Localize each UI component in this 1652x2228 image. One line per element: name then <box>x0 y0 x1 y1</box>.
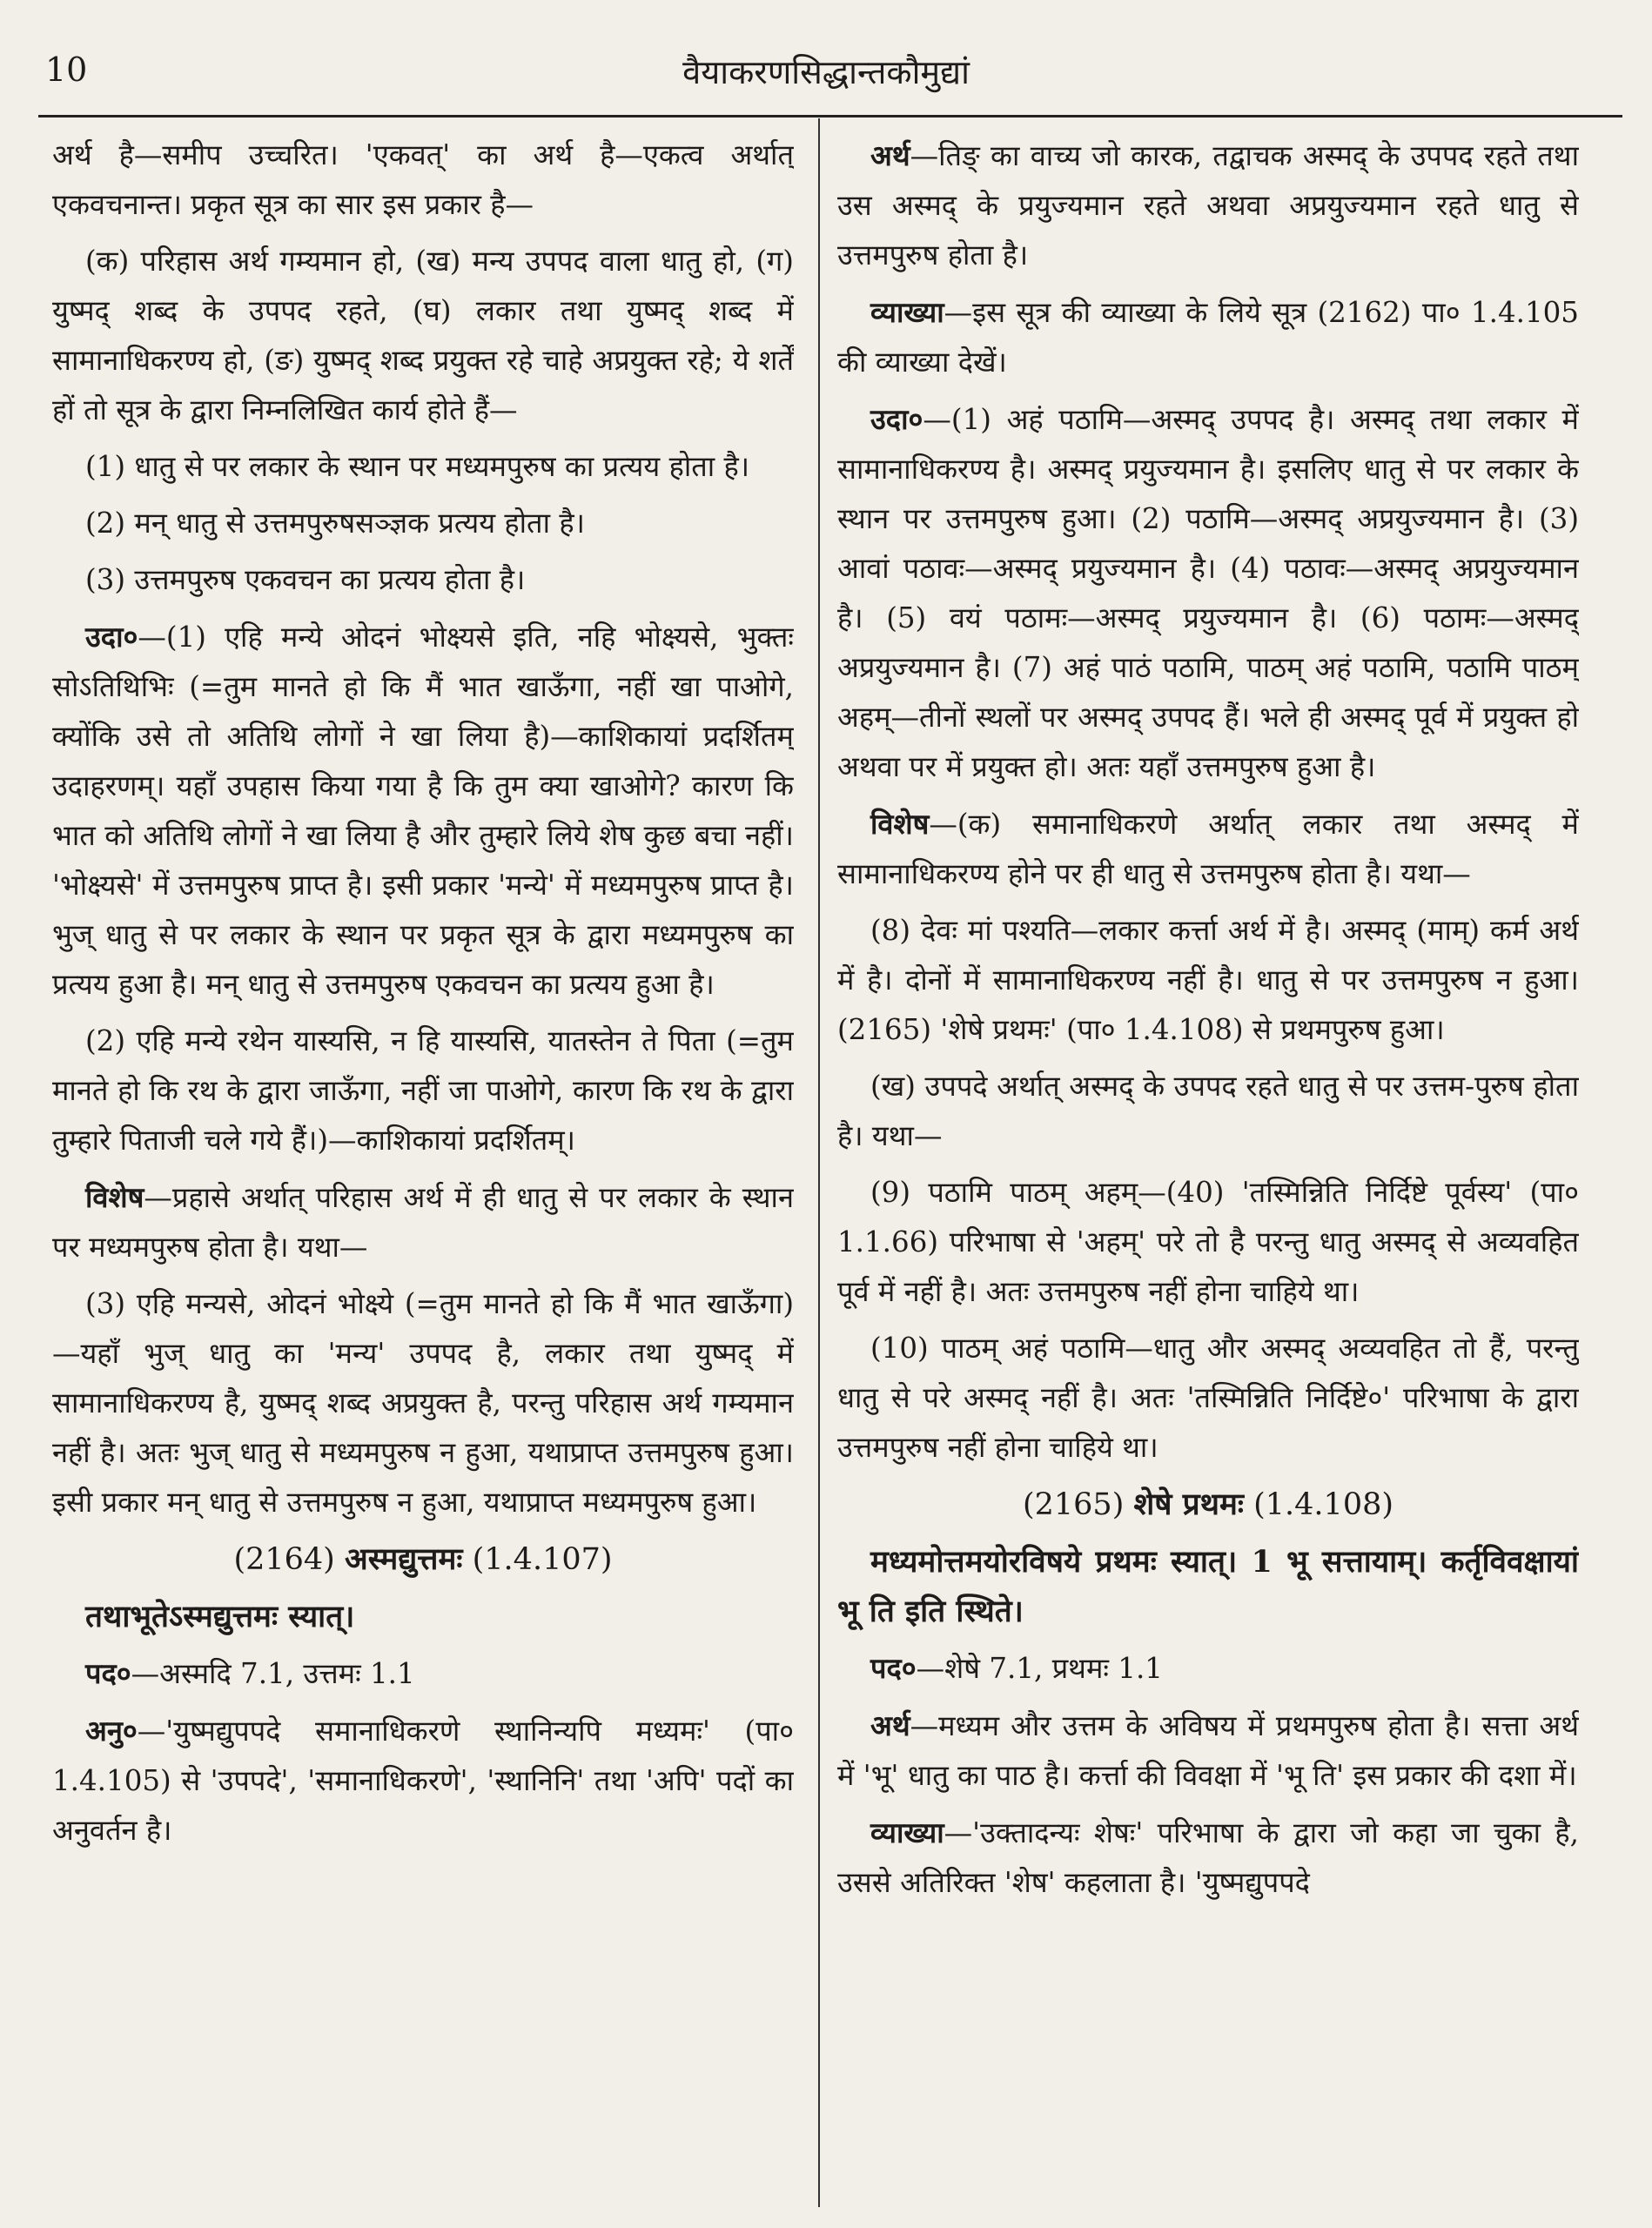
sutra-reference: (1.4.107) <box>462 1542 613 1577</box>
paragraph: (1) धातु से पर लकार के स्थान पर मध्यमपुरुष का प्रत्यय होता है। <box>85 450 750 483</box>
sutra-name: शेषे प्रथमः <box>1133 1486 1244 1522</box>
paragraph: (3) एहि मन्यसे, ओदनं भोक्ष्ये (=तुम मानते हो कि मैं भात खाऊँगा)—यहाँ भुज् धातु का 'मन्य' उपपद है, लकार तथा युष्मद् में सामानाधिकरण्य है, युष्मद् शब्द अप्रयुक्त है, परन्तु परिहास अर्थ गम्यमान नहीं है। अतः भुज् धातु से मध्यमपुरुष न हुआ, यथाप्राप्त उत्तमपुरुष हुआ। इसी प्रकार मन् धातु से उत्तमपुरुष न हुआ, यथाप्राप्त मध्यमपुरुष हुआ। <box>52 1287 794 1519</box>
paragraph <box>837 1643 1579 1694</box>
paragraph-text: —मध्यम और उत्तम के अविषय में प्रथमपुरुष होता है। सत्ता अर्थ में 'भू' धातु का पाठ है। कर्त्ता की विवक्षा में 'भू ति' इस प्रकार की दशा में। <box>837 1709 1579 1792</box>
paragraph-text: —'उक्तादन्यः शेषः' परिभाषा के द्वारा जो कहा जा चुका है, उससे अतिरिक्त 'शेष' कहलाता है। 'युष्मद्युपपदे <box>837 1816 1579 1899</box>
paragraph-text: —(क) समानाधिकरणे अर्थात् लकार तथा अस्मद् में सामानाधिकरण्य होने पर ही धातु से उत्तमपुरुष होता है। यथा— <box>837 808 1579 890</box>
column-divider <box>818 118 820 2207</box>
sutra-number: (2165) <box>1022 1487 1134 1522</box>
sutra-heading <box>837 1480 1579 1530</box>
section-label: उदा० <box>870 402 923 436</box>
paragraph <box>52 1706 794 1856</box>
paragraph <box>52 1172 794 1272</box>
section-label: अनु० <box>85 1714 138 1748</box>
page-number: 10 <box>45 50 88 89</box>
right-column <box>837 131 1579 2211</box>
sutra-text: मध्यमोत्तमयोरविषये प्रथमः स्यात्। 1 भू सत्तायाम्। कर्तृविवक्षायां भू ति इति स्थिते। <box>837 1544 1579 1629</box>
paragraph <box>52 612 794 1010</box>
section-label: उदा० <box>85 620 138 654</box>
paragraph <box>52 1648 794 1699</box>
left-column <box>52 131 794 2211</box>
section-label: पद० <box>870 1651 917 1685</box>
paragraph: (क) परिहास अर्थ गम्यमान हो, (ख) मन्य उपपद वाला धातु हो, (ग) युष्मद् शब्द के उपपद रहते, (घ) लकार तथा युष्मद् शब्द में सामानाधिकरण्य हो, (ङ) युष्मद् शब्द प्रयुक्त रहे चाहे अप्रयुक्त रहे; ये शर्तें हों तो सूत्र के द्वारा निम्नलिखित कार्य होते हैं— <box>52 245 794 426</box>
sutra-number: (2164) <box>233 1542 345 1577</box>
section-label: व्याख्या <box>870 295 944 329</box>
header-rule <box>38 115 1622 117</box>
section-label: अर्थ <box>870 1708 910 1742</box>
sutra-reference: (1.4.108) <box>1243 1487 1394 1522</box>
paragraph-text: —'युष्मद्युपपदे समानाधिकरणे स्थानिन्यपि मध्यमः' (पा० 1.4.105) से 'उपपदे', 'समानाधिकरणे', 'स्थानिनि' तथा 'अपि' पदों का अनुवर्तन है। <box>52 1715 794 1847</box>
paragraph: (10) पाठम् अहं पठामि—धातु और अस्मद् अव्यवहित तो हैं, परन्तु धातु से परे अस्मद् नहीं है। अतः 'तस्मिन्निति निर्दिष्टे०' परिभाषा के द्वारा उत्तमपुरुष नहीं होना चाहिये था। <box>837 1332 1579 1464</box>
paragraph <box>837 1808 1579 1908</box>
paragraph-text: —(1) एहि मन्ये ओदनं भोक्ष्यसे इति, नहि भोक्ष्यसे, भुक्तः सोऽतिथिभिः (=तुम मानते हो कि मैं भात खाऊँगा, नहीं खा पाओगे, क्योंकि उसे तो अतिथि लोगों ने खा लिया है)—काशिकायां प्रदर्शितम् उदाहरणम्। यहाँ उपहास किया गया है कि तुम क्या खाओगे? कारण कि भात को अतिथि लोगों ने खा लिया है और तुम्हारे लिये शेष कुछ बचा नहीं। 'भोक्ष्यसे' में उत्तमपुरुष प्राप्त है। इसी प्रकार 'मन्ये' में मध्यमपुरुष प्राप्त है। भुज् धातु से पर लकार के स्थान पर प्रकृत सूत्र के द्वारा मध्यमपुरुष का प्रत्यय हुआ है। मन् धातु से उत्तमपुरुष एकवचन का प्रत्यय हुआ है। <box>52 621 794 1001</box>
paragraph-text: —(1) अहं पठामि—अस्मद् उपपद है। अस्मद् तथा लकार में सामानाधिकरण्य है। अस्मद् प्रयुज्यमान है। इसलिए धातु से पर लकार के स्थान पर उत्तमपुरुष हुआ। (2) पठामि—अस्मद् अप्रयुज्यमान है। (3) आवां पठावः—अस्मद् प्रयुज्यमान है। (4) पठावः—अस्मद् अप्रयुज्यमान है। (5) वयं पठामः—अस्मद् प्रयुज्यमान है। (6) पठामः—अस्मद् अप्रयुज्यमान है। (7) अहं पाठं पठामि, पाठम् अहं पठामि, पठामि पाठम् अहम्—तीनों स्थलों पर अस्मद् उपपद हैं। भले ही अस्मद् पूर्व में प्रयुक्त हो अथवा पर में प्रयुक्त हो। अतः यहाँ उत्तमपुरुष हुआ है। <box>837 403 1579 783</box>
paragraph-text: —इस सूत्र की व्याख्या के लिये सूत्र (2162) पा० 1.4.105 की व्याख्या देखें। <box>837 296 1579 379</box>
paragraph: (2) एहि मन्ये रथेन यास्यसि, न हि यास्यसि, यातस्तेन ते पिता (=तुम मानते हो कि रथ के द्वारा जाऊँगा, नहीं जा पाओगे, कारण कि रथ के द्वारा तुम्हारे पिताजी चले गये हैं।)—काशिकायां प्रदर्शितम्। <box>52 1024 794 1157</box>
section-label: पद० <box>85 1656 131 1690</box>
paragraph: (8) देवः मां पश्यति—लकार कर्त्ता अर्थ में है। अस्मद् (माम्) कर्म अर्थ में है। दोनों में सामानाधिकरण्य नहीं है। धातु से पर उत्तमपुरुष न हुआ। (2165) 'शेषे प्रथमः' (पा० 1.4.108) से प्रथमपुरुष हुआ। <box>837 914 1579 1046</box>
paragraph: अर्थ है—समीप उच्चरित। 'एकवत्' का अर्थ है—एकत्व अर्थात् एकवचनान्त। प्रकृत सूत्र का सार इस प्रकार है— <box>52 138 794 221</box>
sutra-name: अस्मद्युत्तमः <box>344 1541 463 1577</box>
paragraph-text: —तिङ् का वाच्य जो कारक, तद्वाचक अस्मद् के उपपद रहते तथा उस अस्मद् के प्रयुज्यमान रहते अथवा अप्रयुज्यमान रहते धातु से उत्तमपुरुष होता है। <box>837 139 1579 272</box>
paragraph-text: —प्रहासे अर्थात् परिहास अर्थ में ही धातु से पर लकार के स्थान पर मध्यमपुरुष होता है। यथा— <box>52 1181 794 1264</box>
section-label: विशेष <box>85 1180 144 1214</box>
paragraph: (2) मन् धातु से उत्तमपुरुषसञ्ज्ञक प्रत्यय होता है। <box>85 507 585 540</box>
paragraph <box>837 394 1579 792</box>
paragraph-text: —शेषे 7.1, प्रथमः 1.1 <box>916 1652 1163 1685</box>
section-label: विशेष <box>870 807 930 841</box>
paragraph: (3) उत्तमपुरुष एकवचन का प्रत्यय होता है। <box>85 563 526 596</box>
sutra-text: तथाभूतेऽस्मद्युत्तमः स्यात्। <box>85 1599 355 1634</box>
paragraph <box>837 131 1579 280</box>
paragraph: (ख) उपपदे अर्थात् अस्मद् के उपपद रहते धातु से पर उत्तम-पुरुष होता है। यथा— <box>837 1070 1579 1152</box>
section-label: अर्थ <box>870 138 910 172</box>
section-label: व्याख्या <box>870 1815 944 1849</box>
running-header: वैयाकरणसिद्धान्तकौमुद्यां <box>682 53 970 91</box>
sutra-heading <box>52 1534 794 1585</box>
paragraph-text: —अस्मदि 7.1, उत्तमः 1.1 <box>131 1657 415 1690</box>
paragraph <box>837 799 1579 899</box>
paragraph <box>837 287 1579 387</box>
paragraph <box>837 1701 1579 1801</box>
paragraph: (9) पठामि पाठम् अहम्—(40) 'तस्मिन्निति निर्दिष्टे पूर्वस्य' (पा० 1.1.66) परिभाषा से 'अहम्' परे तो है परन्तु धातु अस्मद् से अव्यवहित पूर्व में नहीं है। अतः उत्तमपुरुष नहीं होना चाहिये था। <box>837 1176 1579 1308</box>
